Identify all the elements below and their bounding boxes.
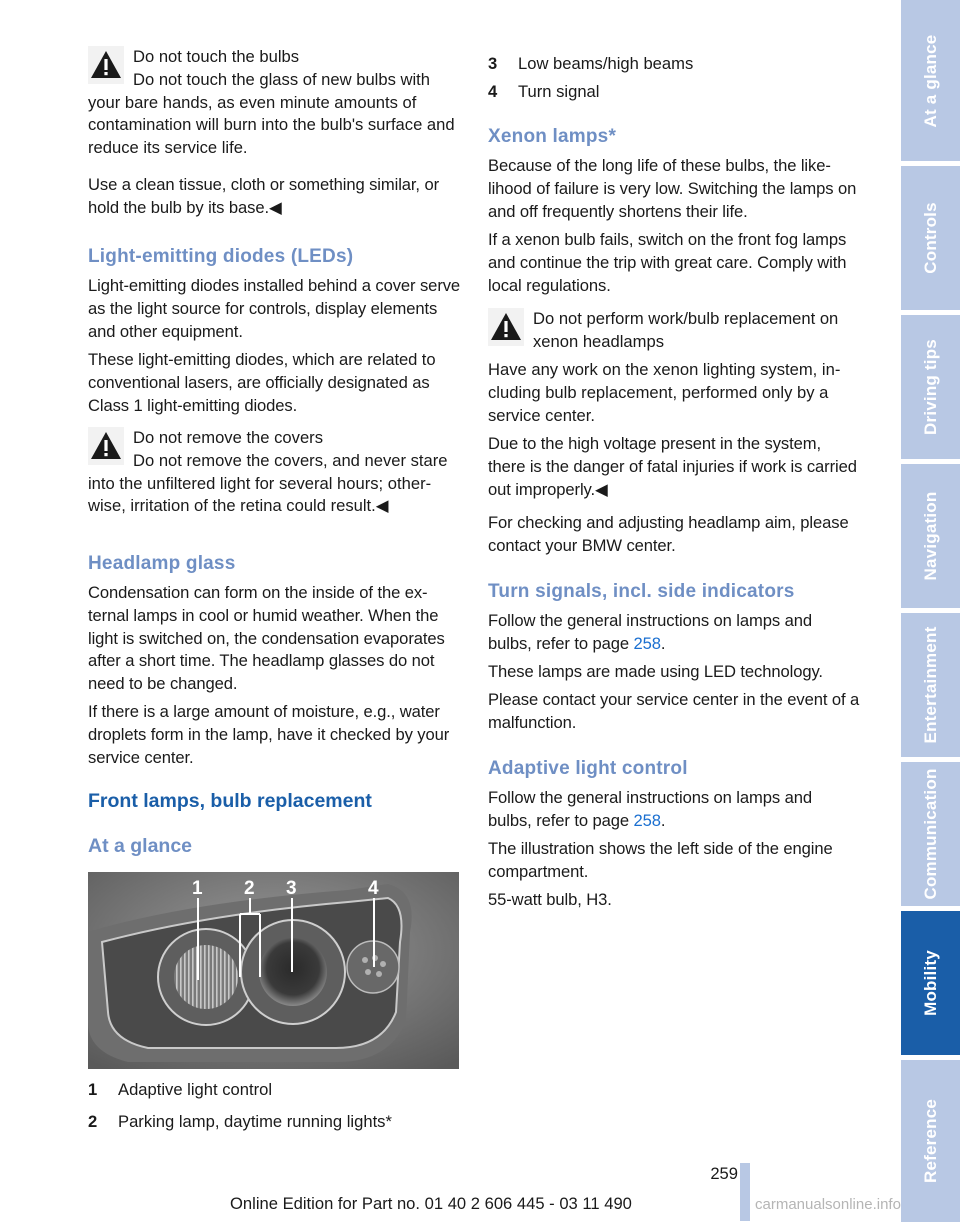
legend-number: 4	[488, 82, 498, 101]
tab-label: Entertainment	[920, 626, 940, 744]
tab-label: Navigation	[920, 491, 940, 581]
warning-covers	[88, 427, 462, 527]
edition-footer: Online Edition for Part no. 01 40 2 606 445 - 03 11 490	[230, 1194, 632, 1213]
tab-label: Communication	[920, 768, 940, 900]
paragraph	[488, 610, 860, 656]
legend-number: 2	[88, 1112, 98, 1131]
figure-label-2: 2	[244, 878, 255, 899]
paragraph: If there is a large amount of moisture, e.g., water droplets form in the lamp, have it checked by your service center.	[88, 702, 450, 767]
page-link[interactable]: 258	[633, 633, 661, 653]
legend-label: Low beams/high beams	[518, 54, 694, 73]
paragraph-text: Follow the general instructions on lamps and bulbs, refer to page	[488, 611, 812, 653]
figure-label-4: 4	[368, 878, 379, 899]
tab-communication[interactable]	[901, 762, 960, 906]
paragraph: Use a clean tissue, cloth or something similar, or hold the bulb by its base.◀	[88, 175, 439, 217]
paragraph: If a xenon bulb fails, switch on the front fog lamps and continue the trip with great care. Comply with local regulations.	[488, 230, 847, 295]
figure-label-3: 3	[286, 878, 297, 899]
headlamp-illustration	[88, 872, 459, 1069]
paragraph: These light-emitting diodes, which are related to conventional lasers, are officially designated as Class 1 light-emitting diodes.	[88, 350, 436, 415]
paragraph: Please contact your service center in the event of a malfunction.	[488, 690, 860, 732]
paragraph: Because of the long life of these bulbs, the likelihood of failure is very low. Switching the lamps on and off frequently shortens their life.	[488, 156, 857, 221]
paragraph-text: Follow the general instructions on lamps and bulbs, refer to page	[488, 788, 812, 830]
tab-driving-tips[interactable]	[901, 315, 960, 459]
section-heading-turn-signals: Turn signals, incl. side indicators	[488, 581, 795, 602]
warning-bulbs	[88, 46, 462, 166]
legend-number: 1	[88, 1080, 98, 1099]
paragraph: 55-watt bulb, H3.	[488, 890, 612, 909]
tab-at-a-glance[interactable]	[901, 0, 960, 161]
tab-label: Driving tips	[920, 339, 940, 435]
section-heading-adaptive: Adaptive light control	[488, 758, 688, 779]
tab-label: At a glance	[920, 34, 940, 127]
warning-title: Do not remove the covers	[133, 428, 323, 447]
watermark: carmanualsonline.info	[755, 1196, 901, 1213]
tab-navigation[interactable]	[901, 464, 960, 608]
paragraph: Light-emitting diodes installed behind a cover serve as the light source for controls, display elements and other equipment.	[88, 276, 461, 341]
paragraph-text: .	[660, 633, 666, 653]
paragraph	[488, 787, 860, 833]
section-heading-leds: Light-emitting diodes (LEDs)	[88, 246, 354, 267]
tab-mobility[interactable]	[901, 911, 960, 1055]
warning-triangle-icon	[488, 308, 524, 346]
paragraph: Condensation can form on the inside of the external lamps in cool or humid weather. When the light is switched on, the condensation evaporates after a short time. The headlamp glasses do not need to be changed.	[88, 583, 445, 694]
warning-xenon	[488, 308, 860, 428]
paragraph: For checking and adjusting headlamp aim, please contact your BMW center.	[488, 513, 849, 555]
legend-label: Adaptive light control	[118, 1080, 273, 1099]
page-number-bar	[740, 1163, 750, 1221]
warning-text: Do not touch the glass of new bulbs with your bare hands, as even minute amounts of contamination will burn into the bulb's surface and reduce its service life.	[88, 69, 455, 158]
page-number: 259	[710, 1164, 738, 1183]
tab-label: Mobility	[920, 950, 940, 1016]
paragraph-text: .	[660, 810, 666, 830]
headlamp-drawing	[88, 872, 459, 1069]
figure-label-1: 1	[192, 878, 203, 899]
section-heading-glass: Headlamp glass	[88, 553, 236, 574]
section-heading-xenon: Xenon lamps*	[488, 126, 617, 147]
paragraph: The illustration shows the left side of the engine compartment.	[488, 839, 833, 881]
tab-label: Controls	[920, 202, 940, 274]
tab-label: Reference	[920, 1098, 940, 1184]
warning-text: Do not remove the covers, and never stare into the unfiltered light for several hours; otherwise, irritation of the retina could result.◀	[88, 450, 448, 516]
warning-title: Do not touch the bulbs	[133, 47, 300, 66]
tab-controls[interactable]	[901, 166, 960, 310]
subheading-at-a-glance: At a glance	[88, 835, 193, 857]
page-link[interactable]: 258	[633, 810, 661, 830]
warning-text: Have any work on the xenon lighting system, including bulb replacement, performed only by a service center.	[488, 360, 841, 425]
paragraph: These lamps are made using LED technology.	[488, 662, 823, 681]
legend-label: Turn signal	[518, 82, 600, 101]
warning-title: Do not perform work/bulb replacement on xenon headlamps	[533, 309, 839, 351]
tab-entertainment[interactable]	[901, 613, 960, 757]
chapter-tabs	[901, 0, 960, 1222]
legend-number: 3	[488, 54, 498, 73]
section-heading-front-lamps: Front lamps, bulb replacement	[88, 790, 372, 812]
tab-reference[interactable]	[901, 1060, 960, 1222]
paragraph: Due to the high voltage present in the system, there is the danger of fatal injuries if work is carried out improperly.◀	[488, 434, 857, 499]
legend-label: Parking lamp, daytime running lights*	[118, 1112, 392, 1131]
